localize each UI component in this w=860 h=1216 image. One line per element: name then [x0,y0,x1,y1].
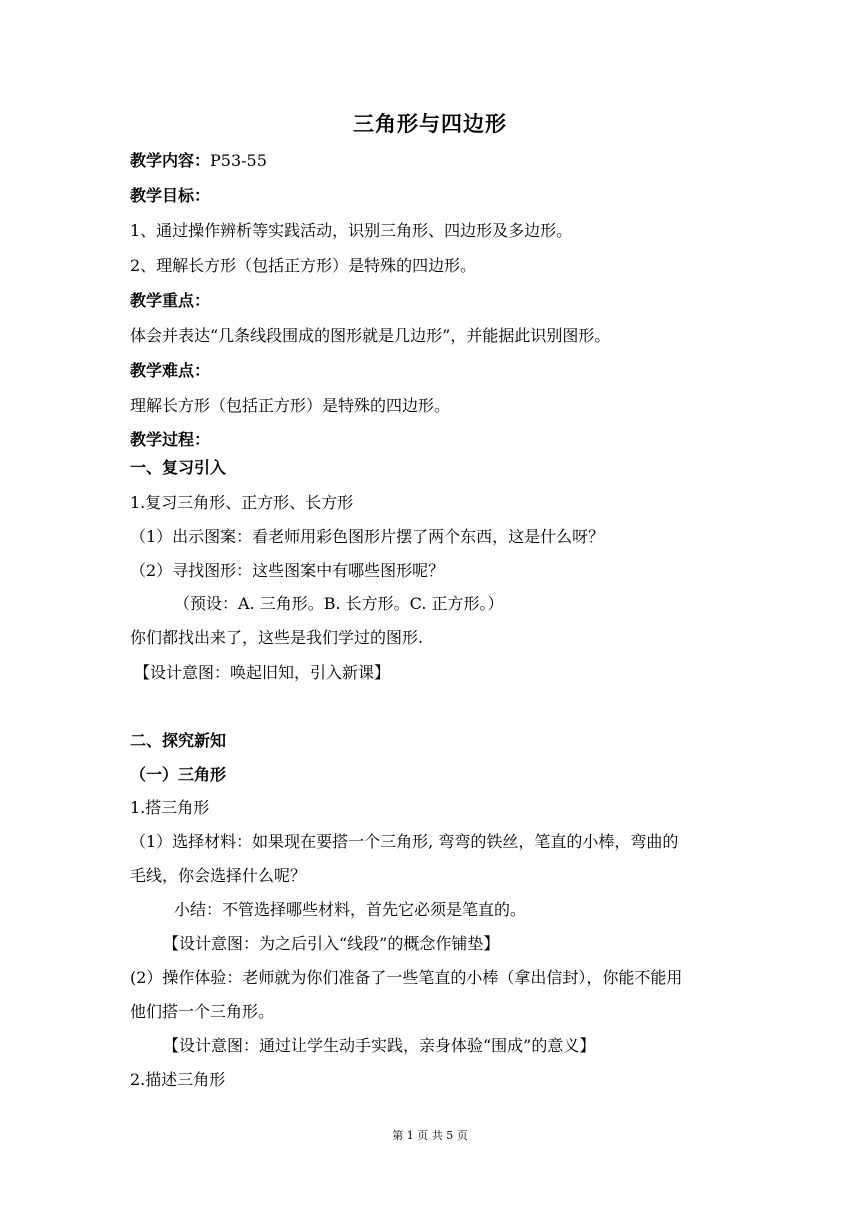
paragraph-line: （2）寻找图形：这些图案中有哪些图形呢？ [130,561,445,580]
design-intent-note: 【设计意图：通过让学生动手实践，亲身体验“围成”的意义】 [163,1036,596,1055]
section-heading: （一）三角形 [130,765,227,784]
section-heading: 教学难点： [130,361,211,380]
paragraph-line: 理解长方形（包括正方形）是特殊的四边形。 [130,396,451,415]
section-heading: 教学过程： [130,430,211,449]
paragraph-line: 1.复习三角形、正方形、长方形 [130,493,354,512]
paragraph-line: 2、理解长方形（包括正方形）是特殊的四边形。 [130,256,477,275]
design-intent-note: 【设计意图：为之后引入“线段”的概念作铺垫】 [163,934,500,953]
teaching-content-value: P53-55 [210,151,267,170]
paragraph-line: （1）选择材料：如果现在要搭一个三角形, 弯弯的铁丝，笔直的小棒，弯曲的 [130,832,679,851]
paragraph-line: 小结：不管选择哪些材料，首先它必须是笔直的。 [174,900,527,919]
paragraph-line: 毛线，你会选择什么呢？ [130,866,307,885]
section-heading: 二、探究新知 [130,731,227,750]
paragraph-line: (2）操作体验：老师就为你们准备了一些笔直的小棒（拿出信封），你能不能用 [130,968,683,987]
teaching-content-label: 教学内容： [130,151,211,170]
design-intent-note: 【设计意图：唤起旧知，引入新课】 [134,663,391,682]
page-footer: 第 1 页 共 5 页 [392,1129,468,1142]
page-title: 三角形与四边形 [353,111,507,136]
section-heading: 一、复习引入 [130,458,227,477]
paragraph-line: 2.描述三角形 [130,1070,226,1089]
paragraph-line: （1）出示图案：看老师用彩色图形片摆了两个东西，这是什么呀？ [130,527,605,546]
section-heading: 教学目标： [130,186,211,205]
section-heading: 教学重点： [130,291,211,310]
paragraph-line: 1、通过操作辨析等实践活动，识别三角形、四边形及多边形。 [130,221,573,240]
paragraph-line: 1.搭三角形 [130,798,210,817]
paragraph-line: 他们搭一个三角形。 [130,1002,275,1021]
paragraph-line: （预设：A. 三角形。B. 长方形。C. 正方形。） [174,594,504,613]
paragraph-line: 体会并表达“几条线段围成的图形就是几边形”，并能据此识别图形。 [130,326,611,345]
paragraph-line: 你们都找出来了，这些是我们学过的图形. [130,628,424,647]
teaching-content-line [130,149,267,173]
